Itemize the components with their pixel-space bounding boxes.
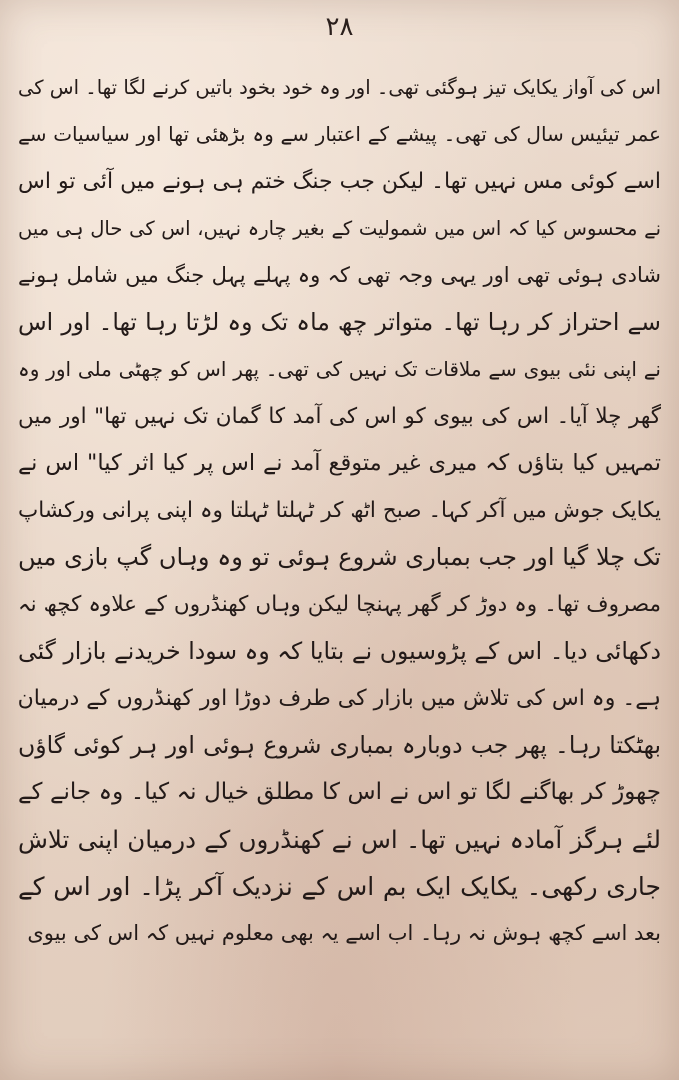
text-line: چھوڑ کر بھاگنے لگا تو اس نے اس کا مطلق خیال نہ کیا۔ وہ جانے کے [18, 779, 661, 805]
text-line: بعد اسے کچھ ہوش نہ رہا۔ اب اسے یہ بھی معلوم نہیں کہ اس کی بیوی [27, 921, 661, 945]
text-line: شادی ہوئی تھی اور یہی وجہ تھی کہ وہ پہلے پہل جنگ میں شامل ہونے [18, 263, 661, 287]
text-line: لئے ہرگز آمادہ نہیں تھا۔ اس نے کھنڈروں کے درمیان اپنی تلاش [18, 825, 661, 854]
text-line: سے احتراز کر رہا تھا۔ متواتر چھ ماہ تک وہ لڑتا رہا تھا۔ اور اس [18, 308, 661, 336]
text-line: اسے کوئی مس نہیں تھا۔ لیکن جب جنگ ختم ہی ہونے میں آئی تو اس [18, 169, 661, 194]
text-line: اس کی آواز یکایک تیز ہوگئی تھی۔ اور وہ خود بخود باتیں کرنے لگا تھا۔ اس کی [18, 76, 661, 99]
text-line: مصروف تھا۔ وہ دوڑ کر گھر پہنچا لیکن وہاں کھنڈروں کے علاوہ کچھ نہ [18, 592, 661, 617]
text-line: یکایک جوش میں آکر کہا۔ صبح اٹھ کر ٹہلتا ٹہلتا وہ اپنی پرانی ورکشاپ [18, 498, 661, 523]
text-line: عمر تیئیس سال کی تھی۔ پیشے کے اعتبار سے وہ بڑھئی تھا اور سیاسیات سے [18, 122, 661, 146]
text-line: گھر چلا آیا۔ اس کی بیوی کو اس کی آمد کا گمان تک نہیں تھا" اور میں [18, 404, 661, 429]
page-body-text [18, 64, 661, 957]
text-line: نے اپنی نئی بیوی سے ملاقات تک نہیں کی تھی۔ پھر اس کو چھٹی ملی اور وہ [18, 357, 661, 381]
text-line: دکھائی دیا۔ اس کے پڑوسیوں نے بتایا کہ وہ سودا خریدنے بازار گئی [18, 637, 661, 665]
text-line: تک چلا گیا اور جب بمباری شروع ہوئی تو وہ وہاں گپ بازی میں [18, 543, 661, 571]
text-line: تمہیں کیا بتاؤں کہ میری غیر متوقع آمد نے اس پر کیا اثر کیا" اس نے [18, 450, 661, 476]
text-line: بھٹکتا رہا۔ پھر جب دوبارہ بمباری شروع ہوئی اور ہر کوئی گاؤں [18, 731, 661, 759]
text-line: ہے۔ وہ اس کی تلاش میں بازار کی طرف دوڑا اور کھنڈروں کے درمیان [18, 686, 661, 711]
page-number: ۲۸ [325, 12, 354, 42]
text-line: جاری رکھی۔ یکایک ایک بم اس کے نزدیک آکر پڑا۔ اور اس کے [18, 872, 661, 901]
text-line: نے محسوس کیا کہ اس میں شمولیت کے بغیر چارہ نہیں، اس کی حال ہی میں [18, 217, 661, 240]
